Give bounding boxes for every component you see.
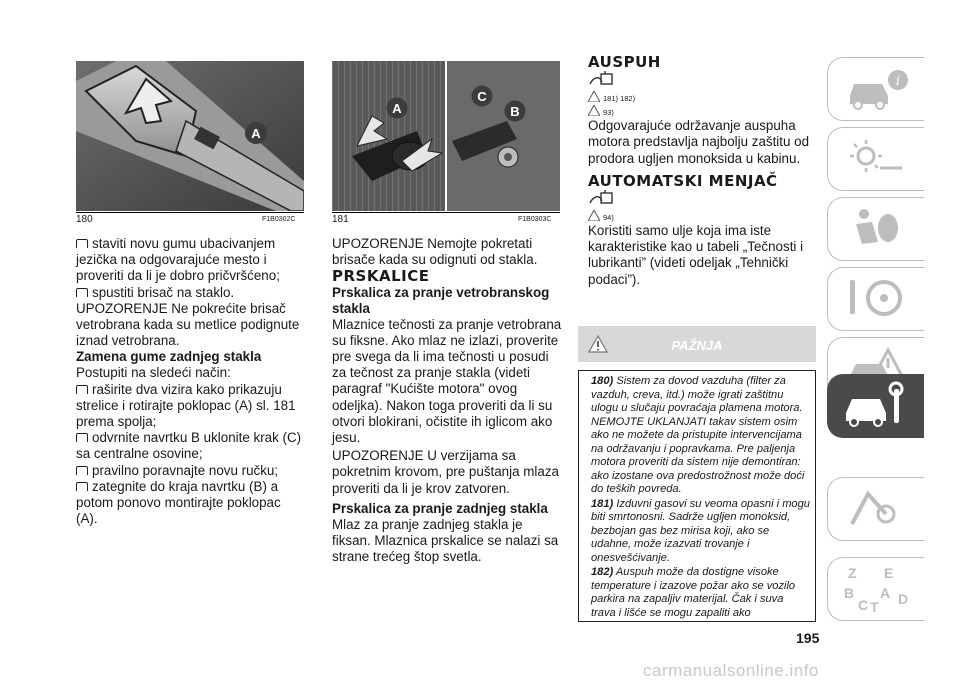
paragraph: UPOZORENJE Nemojte pokretati brisače kada su odignuti od stakla. bbox=[332, 236, 538, 268]
warning-item bbox=[591, 498, 811, 566]
caution-triangle-icon bbox=[588, 105, 600, 116]
tab-car-info[interactable] bbox=[827, 57, 924, 121]
figure-181-image bbox=[332, 61, 560, 211]
list-item bbox=[76, 430, 304, 462]
list-item-text: raširite dva vizira kako prikazuju strelice i rotirajte poklopac (A) sl. 181 prema spolja; bbox=[76, 381, 296, 430]
figure-rule bbox=[332, 212, 560, 213]
paragraph: Mlaz za pranje zadnjeg stakla je fiksan. Mlaznica prskalice se nalazi sa strane trećeg štop svetla. bbox=[332, 516, 559, 565]
tab-starting-driving[interactable] bbox=[827, 267, 924, 331]
list-item bbox=[76, 236, 304, 285]
tab-safety[interactable] bbox=[827, 197, 924, 261]
paragraph: Koristiti samo ulje koja ima iste karakteristike kao u tabeli „Tečnosti i lubrikanti” (videti odeljak „Tehnički podaci”). bbox=[588, 223, 804, 287]
warning-box bbox=[578, 370, 816, 622]
bullet-icon bbox=[76, 385, 88, 394]
callout-a-icon bbox=[385, 96, 409, 120]
technical-data-icon bbox=[842, 484, 912, 534]
callout-b-icon bbox=[503, 99, 527, 123]
bullet-icon bbox=[76, 433, 88, 442]
steering-key-icon bbox=[842, 274, 912, 324]
svg-text:C: C bbox=[858, 597, 869, 613]
svg-text:Z: Z bbox=[848, 565, 857, 581]
column-1 bbox=[76, 236, 304, 527]
warning-item bbox=[591, 375, 811, 497]
bullet-icon bbox=[76, 239, 88, 248]
svg-text:i: i bbox=[895, 74, 901, 89]
warning-number: 180) bbox=[591, 375, 614, 387]
bullet-icon bbox=[76, 288, 88, 297]
warning-number: 181) bbox=[591, 497, 614, 510]
engine-off-icon bbox=[588, 70, 614, 88]
list-item-text: zategnite do kraja navrtku (B) a potom ponovo montirajte poklopac (A). bbox=[76, 478, 281, 527]
figure-180-image bbox=[76, 61, 304, 211]
footer-watermark: carmanualsonline.info bbox=[643, 661, 819, 680]
section-heading: AUTOMATSKI MENJAČ bbox=[588, 171, 778, 190]
reference-numbers: 93) bbox=[603, 108, 614, 118]
subheading: Prskalica za pranje zadnjeg stakla bbox=[332, 500, 548, 516]
warning-text: Auspuh može da dostigne visoke temperature i izazove požar ako se vozilo parkira na zapaljiv materijal. Čak i suva trava i lišće se mogu zapaliti ako bbox=[591, 566, 796, 619]
svg-text:T: T bbox=[870, 599, 879, 614]
reference-numbers: 181) 182) bbox=[603, 94, 636, 104]
car-info-icon bbox=[842, 64, 912, 114]
callout-label: B bbox=[510, 104, 520, 119]
section-heading: AUSPUH bbox=[588, 53, 661, 71]
subheading: Prskalica za pranje vetrobranskog stakla bbox=[332, 284, 550, 316]
refs-row bbox=[588, 189, 816, 209]
paragraph: UPOZORENJE U verzijama sa pokretnim krovom, pre puštanja mlaza proveriti da li je krov zatvoren. bbox=[332, 448, 559, 496]
list-item bbox=[76, 463, 304, 479]
warning-text: Izduvni gasovi su veoma opasni i mogu biti smrtonosni. Sadrže ugljen monoksid, bezbojan gas bez mirisa koji, ako se udahne, može izazvati trovanje i onesvešćivanje. bbox=[591, 497, 810, 564]
figure-rule bbox=[76, 212, 304, 213]
paragraph: Postupiti na sledeći način: bbox=[76, 365, 231, 381]
list-item-text: odvrnite navrtku B uklonite krak (C) sa centralne osovine; bbox=[76, 430, 302, 462]
tab-technical-data[interactable] bbox=[827, 477, 924, 541]
list-item-text: pravilno poravnajte novu ručku; bbox=[92, 462, 279, 478]
callout-label: A bbox=[251, 126, 261, 141]
list-item-text: spustiti brisač na staklo. bbox=[92, 284, 235, 300]
warning-number: 182) bbox=[591, 566, 614, 578]
svg-text:E: E bbox=[884, 565, 894, 581]
figure-number: 181 bbox=[332, 214, 349, 225]
paragraph: Odgovarajuće održavanje auspuha motora predstavlja najbolju zaštitu od prodora ugljen monoksida u kabinu. bbox=[588, 118, 810, 166]
reference-numbers: 94) bbox=[603, 213, 614, 223]
bullet-icon bbox=[76, 466, 88, 475]
list-item-text: staviti novu gumu ubacivanjem jezička na odgovarajuće mesto i proveriti da li je dobro pričvršćeno; bbox=[76, 236, 280, 284]
airbag-safety-icon bbox=[842, 204, 912, 254]
warning-triangle-icon bbox=[588, 91, 600, 102]
paragraph: Mlaznice tečnosti za pranje vetrobrana su fiksne. Ako mlaz ne izlazi, proverite pre svega da li ima tečnosti u posudi za tečnost za pranje stakla (videti paragraf "Kućište motora" ovog odeljka). Nakon toga proveriti da li su otvori blokirani, očistite ih iglicom ako jesu. bbox=[332, 316, 562, 446]
warning-item bbox=[591, 566, 811, 620]
warning-lights-icon bbox=[842, 134, 912, 184]
tab-index[interactable] bbox=[827, 557, 924, 621]
callout-a-icon bbox=[243, 120, 269, 146]
svg-text:D: D bbox=[898, 591, 909, 607]
figure-number: 180 bbox=[76, 214, 93, 225]
list-item bbox=[76, 479, 304, 528]
warning-header bbox=[578, 326, 816, 362]
caution-triangle-icon bbox=[588, 210, 600, 221]
engine-off-icon bbox=[588, 189, 614, 207]
maintenance-icon bbox=[842, 381, 912, 431]
paragraph: UPOZORENJE Ne pokrećite brisač vetrobrana kada su metlice podignute iznad vetrobrana. bbox=[76, 300, 300, 349]
list-item bbox=[76, 285, 304, 301]
warning-title: PAŽNJA bbox=[671, 338, 723, 353]
svg-text:A: A bbox=[880, 585, 891, 601]
figure-code: F1B0303C bbox=[518, 216, 552, 223]
page-number: 195 bbox=[796, 630, 820, 646]
callout-label: C bbox=[477, 89, 487, 104]
callout-label: A bbox=[392, 101, 402, 116]
column-3 bbox=[588, 54, 816, 288]
bullet-icon bbox=[76, 482, 88, 491]
tab-maintenance[interactable] bbox=[827, 374, 924, 438]
figure-code: F1B0302C bbox=[262, 216, 296, 223]
subheading: Zamena gume zadnjeg stakla bbox=[76, 349, 262, 365]
svg-text:B: B bbox=[844, 585, 855, 601]
tab-warning-lights[interactable] bbox=[827, 127, 924, 191]
refs-row bbox=[588, 70, 816, 90]
column-2 bbox=[332, 236, 562, 565]
list-item bbox=[76, 382, 304, 431]
callout-c-icon bbox=[470, 84, 494, 108]
warning-text: Sistem za dovod vazduha (filter za vazduh, creva, itd.) može igrati zaštitnu ulogu u slučaju povraćaja plamena motora. NEMOJTE UKLANJATI takav sistem osim ako ne možete da pristupite intervencijama na održavanju i popravkama. Pre paljenja motora proveriti da sistem nije demontiran: ako izostane ova predostrožnost može doći do teških povreda. bbox=[591, 375, 805, 495]
index-icon bbox=[842, 564, 912, 614]
section-heading: PRSKALICE bbox=[332, 267, 430, 286]
